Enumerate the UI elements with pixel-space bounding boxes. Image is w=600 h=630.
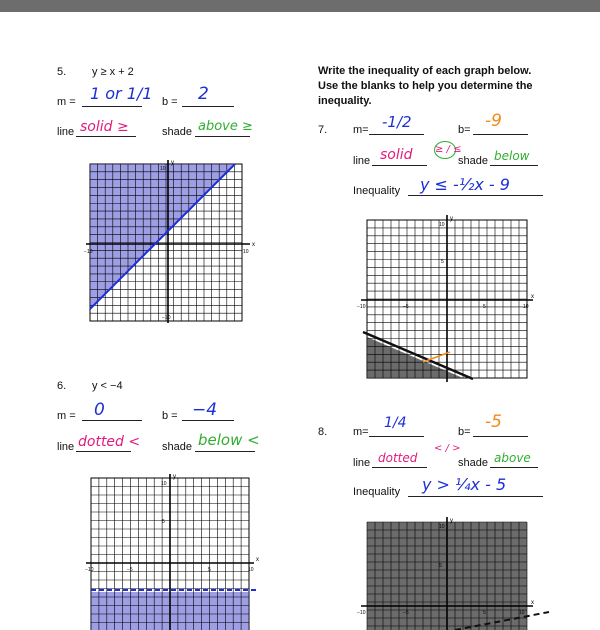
- q7-tick-y5: 5: [441, 259, 444, 265]
- q5-m-answer: 1 or 1/1: [90, 84, 153, 103]
- q5-line-answer: solid ≥: [80, 119, 129, 135]
- q7-inequality-label: Inequality: [353, 185, 401, 197]
- q6-tick-x5: 5: [208, 567, 211, 573]
- q5-x-label: x: [252, 242, 255, 248]
- q7-tick-x5: 5: [483, 304, 486, 310]
- q8-y-label: y: [450, 518, 453, 524]
- q8-number: 8.: [318, 426, 328, 438]
- instructions-line-3: inequality.: [318, 95, 372, 107]
- q5-shade-answer: above ≥: [198, 119, 253, 134]
- q8-b-label: b=: [458, 426, 471, 438]
- q5-b-answer: 2: [198, 84, 209, 104]
- q7-tick-neg10: −10: [357, 304, 366, 310]
- q6-b-answer: −4: [192, 400, 218, 420]
- q7-graph: [355, 212, 540, 382]
- q6-tick-10: 10: [248, 567, 254, 573]
- instructions-line-2: Use the blanks to help you determine the: [318, 80, 533, 92]
- top-toolbar-strip: [0, 0, 600, 12]
- q7-b-label: b=: [458, 124, 471, 136]
- q8-tick-y5: 5: [439, 563, 442, 569]
- q8-m-label: m=: [353, 426, 369, 438]
- q5-number: 5.: [57, 66, 67, 78]
- q8-tick-10: 10: [519, 610, 525, 616]
- q5-problem: y ≥ x + 2: [92, 66, 134, 78]
- q8-tick-neg10: −10: [357, 610, 366, 616]
- q6-line-answer: dotted <: [78, 434, 141, 450]
- q7-annotation-arrow: [423, 352, 450, 362]
- q5-tick-y10: 10: [160, 166, 166, 172]
- q5-b-label: b =: [162, 96, 178, 108]
- q6-shade-answer: below <: [198, 431, 260, 449]
- q6-tick-xneg5: −5: [127, 567, 133, 573]
- q7-number: 7.: [318, 124, 328, 136]
- q6-problem: y < −4: [92, 380, 123, 392]
- q7-line-answer: solid: [380, 147, 413, 163]
- q6-b-label: b =: [162, 410, 178, 422]
- q8-tick-y10: 10: [439, 524, 445, 530]
- q5-tick-neg10: −10: [84, 249, 93, 255]
- q8-symbol-choice: < / >: [434, 443, 461, 454]
- q8-inequality-label: Inequality: [353, 486, 401, 498]
- q6-tick-y5: 5: [162, 519, 165, 525]
- q8-graph: [355, 514, 550, 630]
- q8-tick-xneg5: −5: [403, 610, 409, 616]
- q7-inequality-answer: y ≤ -½x - 9: [420, 175, 510, 194]
- q8-tick-x5: 5: [483, 610, 486, 616]
- q6-y-label: y: [173, 474, 176, 480]
- q7-symbol-choice: ≥ / ≤: [434, 141, 456, 159]
- q5-y-label: y: [171, 160, 174, 166]
- q5-shade-label: shade: [162, 126, 192, 138]
- q6-number: 6.: [57, 380, 67, 392]
- q7-line-label: line: [353, 155, 371, 167]
- q8-line-label: line: [353, 457, 371, 469]
- q8-inequality-answer: y > ¼x - 5: [422, 475, 507, 494]
- q6-graph: [82, 472, 266, 630]
- q6-m-blank[interactable]: [82, 406, 142, 421]
- q7-shade-label: shade: [458, 155, 488, 167]
- q7-tick-10: 10: [523, 304, 529, 310]
- q8-b-answer: -5: [485, 412, 502, 432]
- q6-shade-label: shade: [162, 441, 192, 453]
- q7-y-label: y: [450, 216, 453, 222]
- q5-graph: [82, 158, 262, 326]
- q8-shade-answer: above: [494, 451, 531, 465]
- q5-line-label: line: [57, 126, 75, 138]
- q6-m-label: m =: [57, 410, 76, 422]
- q6-m-answer: 0: [94, 400, 105, 420]
- q6-line-label: line: [57, 441, 75, 453]
- q5-m-label: m =: [57, 96, 76, 108]
- q8-m-answer: 1/4: [384, 415, 407, 431]
- q5-tick-10: 10: [243, 249, 249, 255]
- q6-x-label: x: [256, 557, 259, 563]
- q7-b-answer: -9: [485, 111, 502, 131]
- q8-x-label: x: [531, 600, 534, 606]
- q7-m-label: m=: [353, 124, 369, 136]
- q5-tick-yneg10: −10: [162, 315, 171, 321]
- q8-shade-label: shade: [458, 457, 488, 469]
- q7-m-answer: -1/2: [382, 113, 412, 131]
- q7-shade-answer: below: [494, 149, 530, 163]
- q7-tick-xneg5: −5: [403, 304, 409, 310]
- q6-tick-y10: 10: [161, 481, 167, 487]
- q8-line-answer: dotted: [378, 451, 418, 465]
- q7-x-label: x: [531, 294, 534, 300]
- q7-tick-y10: 10: [439, 222, 445, 228]
- instructions-line-1: Write the inequality of each graph below.: [318, 65, 532, 77]
- q6-tick-neg10: −10: [85, 567, 94, 573]
